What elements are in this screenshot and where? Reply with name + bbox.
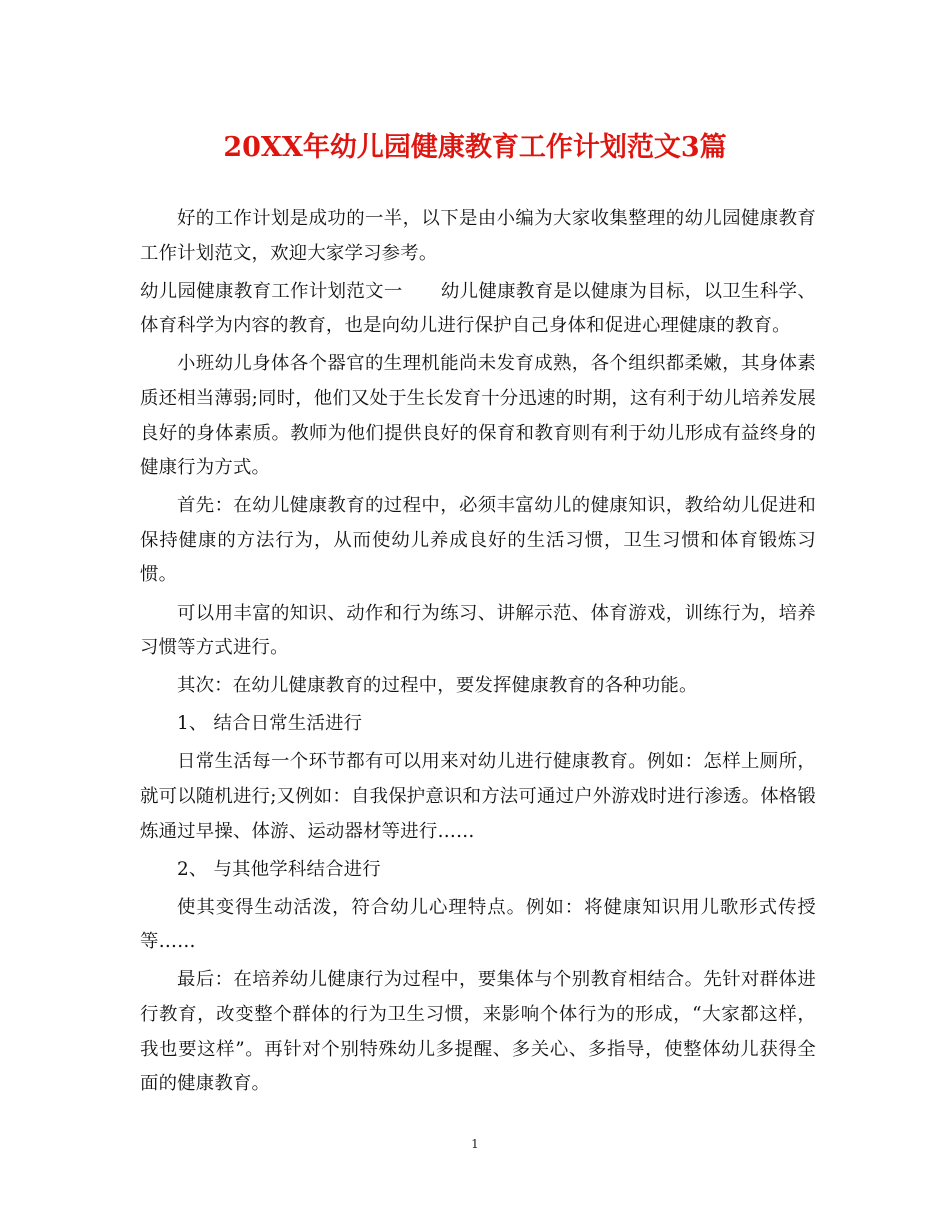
body-paragraph: 使其变得生动活泼，符合幼儿心理特点。例如：将健康知识用儿歌形式传授等…… (140, 896, 816, 953)
body-paragraph: 日常生活每一个环节都有可以用来对幼儿进行健康教育。例如：怎样上厕所，就可以随机进行;又例如：自我保护意识和方法可通过户外游戏时进行渗透。体格锻炼通过早操、体游、运动器材等进行…… (140, 751, 816, 842)
page-number: 1 (471, 1137, 479, 1151)
section-one-heading: 幼儿园健康教育工作计划范文一 (140, 280, 403, 302)
document-title: 20XX年幼儿园健康教育工作计划范文3篇 (223, 132, 727, 163)
body-paragraph: 首先：在幼儿健康教育的过程中，必须丰富幼儿的健康知识，教给幼儿促进和保持健康的方法行为，从而使幼儿养成良好的生活习惯，卫生习惯和体育锻炼习惯。 (140, 495, 816, 586)
list-heading: 1、 结合日常生活进行 (177, 713, 363, 735)
list-heading: 2、 与其他学科结合进行 (177, 858, 381, 880)
section-one-paragraph (140, 275, 816, 344)
body-paragraph: 小班幼儿身体各个器官的生理机能尚未发育成熟，各个组织都柔嫩，其身体素质还相当薄弱;同时，他们又处于生长发育十分迅速的时期，这有利于幼儿培养发展良好的身体素质。教师为他们提供良好的保育和教育则有利于幼儿形成有益终身的健康行为方式。 (140, 353, 816, 479)
body-paragraph: 最后：在培养幼儿健康行为过程中，要集体与个别教育相结合。先针对群体进行教育，改变整个群体的行为卫生习惯，来影响个体行为的形成，“大家都这样，我也要这样”。再针对个别特殊幼儿多提醒、多关心、多指导，使整体幼儿获得全面的健康教育。 (140, 969, 816, 1095)
section-one-lead: 幼儿健康教育是以健康为目标，以卫生科学、体育科学为内容的教育，也是向幼儿进行保护自己身体和促进心理健康的教育。 (140, 280, 816, 337)
body-paragraph: 可以用丰富的知识、动作和行为练习、讲解示范、体育游戏，训练行为，培养习惯等方式进行。 (140, 602, 816, 659)
body-paragraph: 其次：在幼儿健康教育的过程中，要发挥健康教育的各种功能。 (177, 675, 698, 697)
document-body (140, 202, 816, 1105)
intro-paragraph: 好的工作计划是成功的一半，以下是由小编为大家收集整理的幼儿园健康教育工作计划范文，欢迎大家学习参考。 (140, 208, 816, 264)
